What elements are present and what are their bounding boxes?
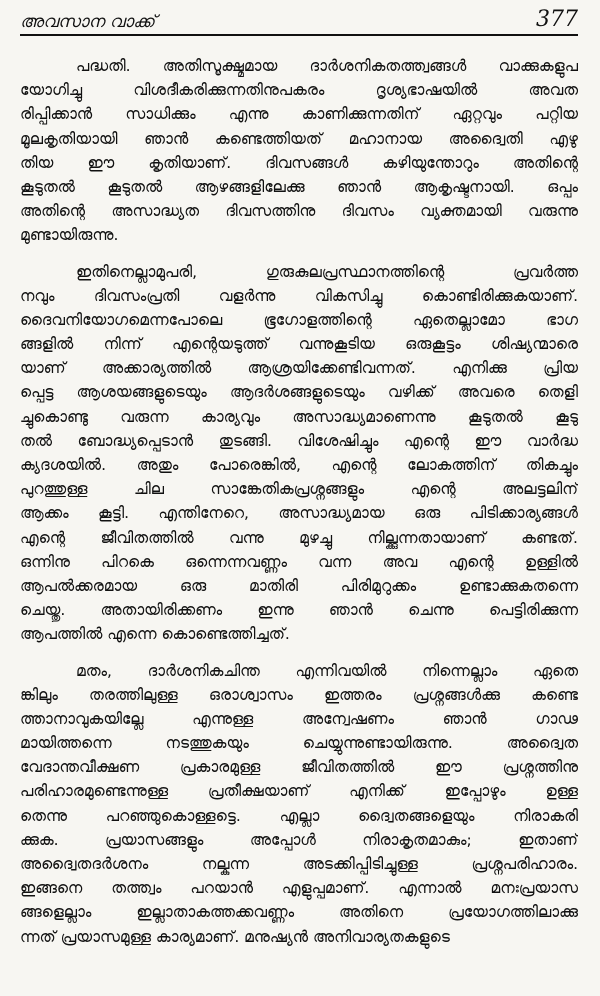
text-line: ങ്ങളെല്ലാം ഇല്ലാതാകത്തക്കവണ്ണം അതിനെ പ്രയോഗത്തിലാക്കു [20, 903, 578, 922]
text-line: അദ്വൈതദർശനം നല്കുന്ന അടക്കിപ്പിടിച്ചുള്ള പ്രശ്നപരിഹാരം. [20, 855, 578, 873]
text-line: തിയ ഈ കൃതിയാണ്. ദിവസങ്ങൾ കഴിയുന്തോറും അതിന്റെ [20, 153, 578, 172]
text-line: മുണ്ടായിരുന്നു. [20, 226, 119, 245]
text-line: മതം, ദാർശനികചിന്ത എന്നിവയിൽ നിന്നെല്ലാം ഏതെ [76, 661, 578, 680]
text-line: ഇങ്ങനെ തത്ത്വം പറയാൻ എളുപ്പമാണ്. എന്നാൽ മനഃപ്രയാസ [20, 879, 578, 898]
text-line: ങ്കിലും തരത്തിലുള്ള ഒരാശ്വാസം ഇത്തരം പ്രശ്നങ്ങൾക്കു കണ്ടെ [20, 685, 578, 704]
text-line: പുറത്തുള്ള ചില സാങ്കേതികപ്രശ്നങ്ങളും എന്റെ അലട്ടലിന് [20, 480, 578, 499]
text-line: പ്പെട്ട ആശയങ്ങളുടെയും ആദർശങ്ങളുടെയും വഴിക്ക് അവരെ തെളി [20, 383, 578, 402]
text-line: ഒന്നിനു പിറകെ ഒന്നെന്നവണ്ണം വന്ന അവ എന്റെ ഉള്ളിൽ [20, 552, 578, 571]
chapter-title: അവസാന വാക്ക് [20, 12, 155, 32]
text-line: കൂടുതൽ കൂടുതൽ ആഴങ്ങളിലേക്കു ഞാൻ ആകൃഷ്ടനായി. ഒപ്പം [20, 177, 578, 196]
text-line: നവും ദിവസംപ്രതി വളർന്നു വികസിച്ചു കൊണ്ടിരിക്കുകയാണ്. [20, 286, 578, 305]
text-line: യാണ് അക്കാര്യത്തിൽ ആശ്രയിക്കേണ്ടിവന്നത്. എനിക്കു പ്രിയ [20, 359, 578, 378]
text-line: പദ്ധതി. അതിസൂക്ഷ്മമായ ദാർശനികതത്ത്വങ്ങൾ വാക്കുകളുപ [76, 57, 578, 75]
text-line: ഇതിനെല്ലാമുപരി, ഗുരുകുലപ്രസ്ഥാനത്തിന്റെ പ്രവർത്ത [76, 262, 578, 281]
text-line: അതിന്റെ അസാദ്ധ്യത ദിവസത്തിനു ദിവസം വ്യക്തമായി വരുന്നു [20, 202, 578, 221]
header-rule [20, 34, 578, 36]
text-line: ക്യദശയിൽ. അതും പോരെങ്കിൽ, എന്റെ ലോകത്തിന് തികച്ചും [20, 456, 578, 474]
text-line: ങ്ങളിൽ നിന്ന് എന്റെയടുത്ത് വന്നുകൂടിയ ഒരുകൂട്ടം ശിഷ്യന്മാരെ [20, 335, 578, 354]
paragraph [20, 54, 578, 248]
text-line: ആക്കം കൂട്ടി. എന്തിനേറെ, അസാദ്ധ്യമായ ഒരു പിടിക്കാര്യങ്ങൾ [20, 504, 578, 523]
text-line: ആപൽക്കരമായ ഒരു മാതിരി പിരിമുറുക്കം ഉണ്ടാക്കുകതന്നെ [20, 576, 578, 595]
text-line: ആപത്തിൽ എന്നെ കൊണ്ടെത്തിച്ചത്. [20, 625, 290, 644]
text-line: മൂലകൃതിയായി ഞാൻ കണ്ടെത്തിയത് മഹാനായ അദ്വൈതി എഴു [20, 129, 578, 148]
text-line: തൽ ബോദ്ധ്യപ്പെടാൻ തുടങ്ങി. വിശേഷിച്ചും എന്റെ ഈ വാർദ്ധ [20, 431, 578, 450]
text-line: തെന്നു പറഞ്ഞുകൊള്ളട്ടെ. എല്ലാ ദ്വൈതങ്ങളെയും നിരാകരി [20, 806, 578, 825]
running-header [20, 0, 578, 32]
paragraph [20, 659, 578, 949]
text-line: പരിഹാരമുണ്ടെന്നുള്ള പ്രതീക്ഷയാണ് എനിക്ക് ഇപ്പോഴും ഉള്ള [20, 782, 578, 801]
page-number: 377 [536, 7, 578, 32]
text-line: ചെയ്തു. അതായിരിക്കണം ഇന്നു ഞാൻ ചെന്നു പെട്ടിരിക്കുന്ന [20, 601, 578, 620]
text-line: ച്ചുകൊണ്ടു വരുന്ന കാര്യവും അസാദ്ധ്യമാണെന്നു കൂടുതൽ കൂടു [20, 407, 578, 426]
text-line: രിപ്പിക്കാൻ സാധിക്കും എന്നു കാണിക്കുന്നതിന് ഏറ്റവും പറ്റിയ [20, 105, 578, 124]
paragraph [20, 260, 578, 647]
text-line: ന്നത് പ്രയാസമുള്ള കാര്യമാണ്. മനുഷ്യൻ അനിവാര്യതകളുടെ [20, 927, 450, 946]
text-line: ക്കുക. പ്രയാസങ്ങളും അപ്പോൾ നിരാകൃതമാകും; ഇതാണ് [20, 830, 578, 849]
text-line: മായിത്തന്നെ നടത്തുകയും ചെയ്യുന്നുണ്ടായിരുന്നു. അദ്വൈത [20, 734, 578, 753]
text-line: ത്താനാവുകയില്ലേ എന്നുള്ള അന്വേഷണം ഞാൻ ഗാഢ [20, 709, 578, 728]
text-line: എന്റെ ജീവിതത്തിൽ വന്നു മുഴച്ചു നില്ക്കുന്നതായാണ് കണ്ടത്. [20, 528, 578, 547]
text-line: ദൈവനിയോഗമെന്നപോലെ ഭൂഗോളത്തിന്റെ ഏതെല്ലാമോ ഭാഗ [20, 310, 578, 329]
text-line: വേദാന്തവീക്ഷണ പ്രകാരമുള്ള ജീവിതത്തിൽ ഈ പ്രശ്നത്തിനു [20, 758, 578, 777]
body-text [20, 54, 578, 949]
text-line: യോഗിച്ചു വിശദീകരിക്കുന്നതിനുപകരം ദൃശ്യഭാഷയിൽ അവത [20, 81, 578, 100]
